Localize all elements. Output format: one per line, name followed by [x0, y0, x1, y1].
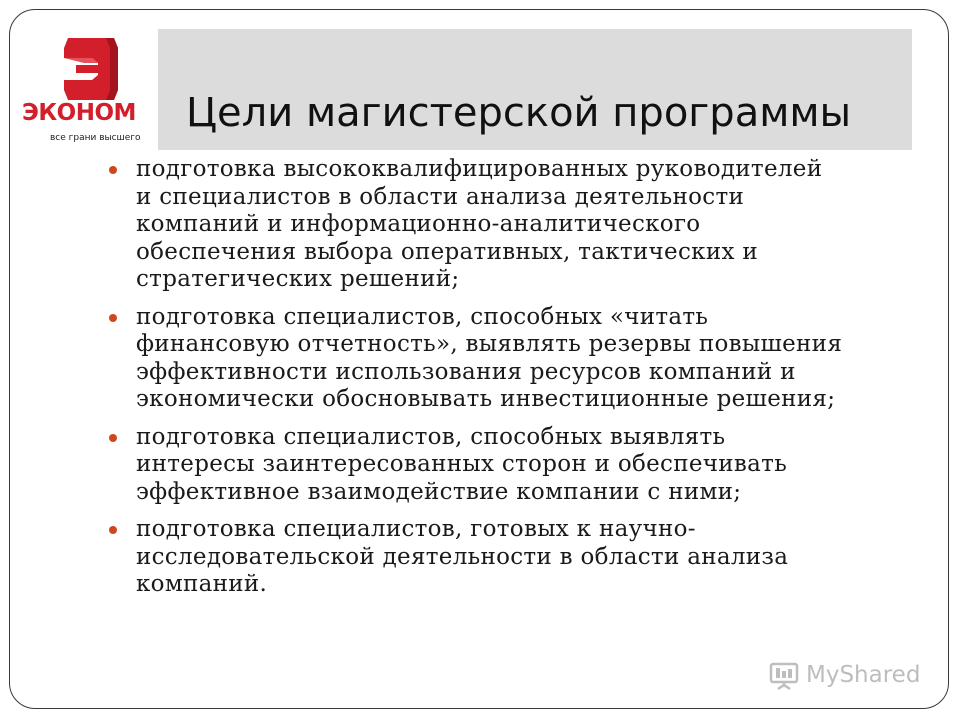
bullet-dot-icon — [109, 314, 117, 322]
bullet-line: подготовка специалистов, способных выявлять — [136, 423, 726, 450]
bullet-dot-icon — [109, 434, 117, 442]
bullet-line: исследовательской деятельности в области анализа — [136, 543, 789, 570]
bullet-line: стратегических решений; — [136, 266, 460, 292]
bullet-item — [104, 304, 924, 414]
bullet-line: компаний. — [136, 571, 268, 597]
bullet-item — [104, 424, 924, 507]
bullet-line: обеспечения выбора оперативных, тактических и — [136, 238, 758, 265]
bullet-line: эффективности использования ресурсов компаний и — [136, 358, 796, 385]
slide-title: Цели магистерской программы — [186, 90, 852, 136]
logo — [22, 36, 162, 156]
watermark — [768, 657, 928, 693]
bullet-list — [104, 156, 924, 609]
bullet-line: эффективное взаимодействие компании с ними; — [136, 478, 742, 505]
bullet-line: экономически обосновывать инвестиционные решения; — [136, 386, 836, 412]
bullet-line: подготовка специалистов, способных «читать — [136, 303, 709, 330]
watermark-text: MyShared — [806, 662, 921, 688]
bullet-line: интересы заинтересованных сторон и обеспечивать — [136, 451, 788, 477]
presentation-board-icon — [768, 659, 800, 691]
bullet-line: подготовка высококвалифицированных руководителей — [136, 156, 823, 182]
bullet-line: финансовую отчетность», выявлять резервы повышения — [136, 331, 843, 357]
logo-e-mark-icon — [62, 36, 120, 102]
bullet-line: компаний и информационно-аналитического — [136, 211, 701, 237]
bullet-item — [104, 156, 924, 294]
bullet-line: и специалистов в области анализа деятельности — [136, 183, 745, 210]
bullet-item — [104, 516, 924, 599]
bullet-dot-icon — [109, 166, 117, 174]
logo-wordmark: ЭКОНОМ — [22, 100, 136, 126]
logo-tagline: все грани высшего — [50, 133, 141, 143]
bullet-line: подготовка специалистов, готовых к научно- — [136, 516, 696, 542]
bullet-dot-icon — [109, 526, 117, 534]
